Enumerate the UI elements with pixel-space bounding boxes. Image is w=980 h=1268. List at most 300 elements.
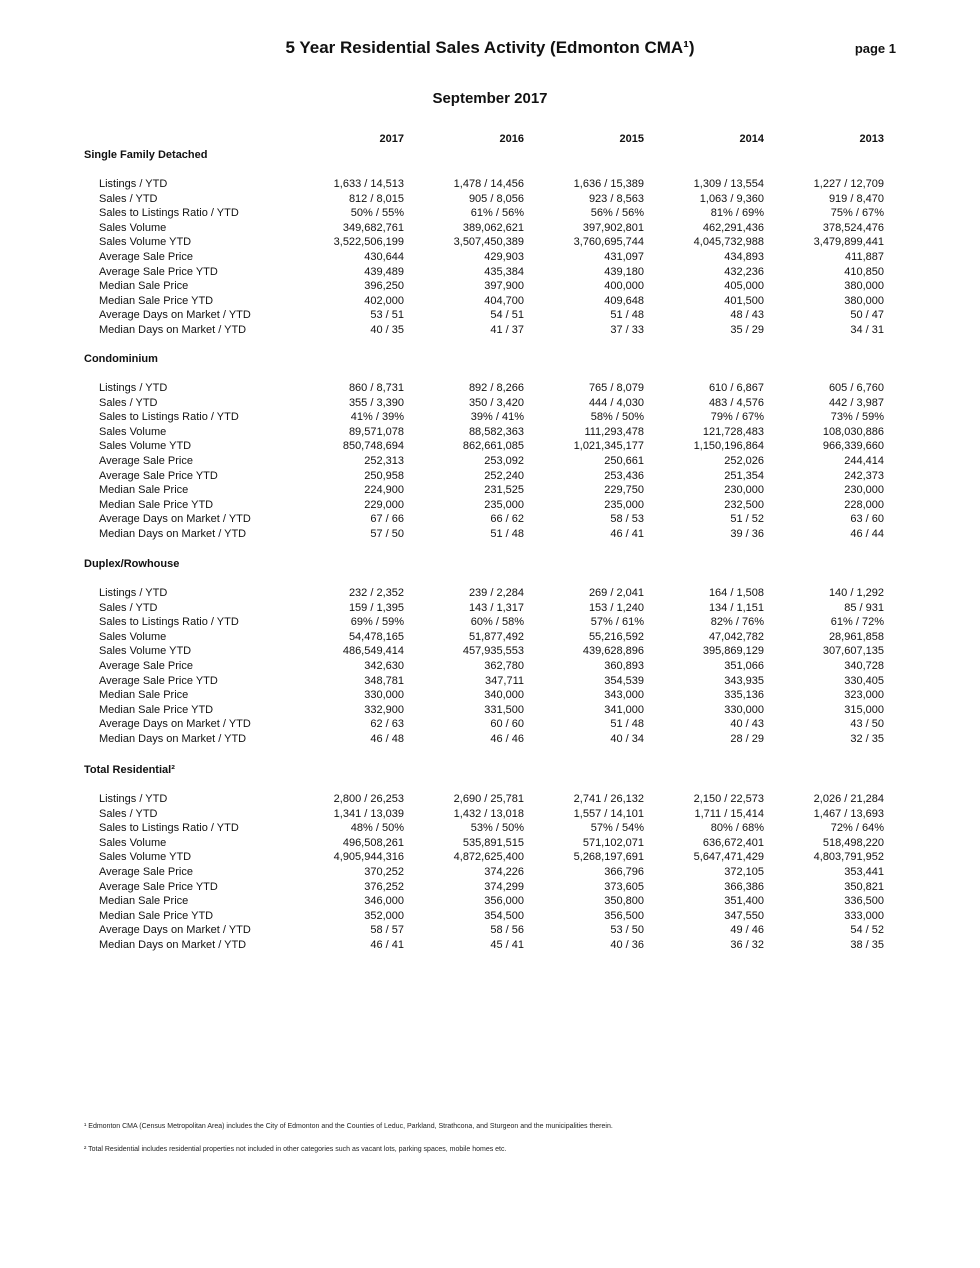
row-label: Sales Volume: [99, 425, 167, 438]
table-row: [84, 717, 884, 732]
row-label: Listings / YTD: [99, 382, 168, 394]
table-cell: 50 / 47: [850, 309, 884, 322]
table-cell: 356,500: [604, 909, 644, 922]
row-label: Median Sale Price YTD: [99, 909, 214, 922]
row-label: Median Sale Price: [99, 280, 189, 293]
table-cell: 1,341 / 13,039: [333, 807, 404, 820]
table-cell: 49 / 46: [730, 924, 764, 937]
table-cell: 380,000: [844, 294, 884, 307]
table-cell: 457,935,553: [462, 645, 524, 658]
row-label: Average Days on Market / YTD: [99, 309, 251, 322]
table-cell: 402,000: [364, 294, 404, 307]
table-cell: 923 / 8,563: [588, 192, 644, 205]
table-row: [84, 425, 884, 440]
table-row: [84, 703, 884, 718]
table-row: [84, 454, 884, 469]
table-cell: 396,250: [364, 280, 404, 293]
table-cell: 1,636 / 15,389: [573, 178, 644, 190]
table-cell: 75% / 67%: [830, 207, 884, 220]
table-cell: 41 / 37: [490, 323, 524, 336]
table-cell: 1,150,196,864: [693, 440, 764, 453]
table-cell: 389,062,621: [462, 221, 524, 234]
table-cell: 51 / 52: [730, 513, 764, 526]
table-cell: 966,339,660: [822, 440, 884, 453]
footnote-total-residential: ² Total Residential includes residential properties not included in other categories such as vacant lots, parking spaces, mobile homes etc.: [84, 1146, 507, 1153]
table-cell: 444 / 4,030: [588, 396, 644, 409]
table-cell: 61% / 56%: [470, 207, 524, 220]
row-label: Sales to Listings Ratio / YTD: [99, 207, 239, 220]
table-cell: 39% / 41%: [470, 411, 524, 424]
table-row: [84, 688, 884, 703]
table-cell: 343,000: [604, 689, 644, 702]
table-cell: 72% / 64%: [830, 822, 884, 835]
table-cell: 340,000: [484, 689, 524, 702]
table-cell: 1,711 / 15,414: [694, 807, 764, 820]
table-cell: 518,498,220: [822, 836, 884, 849]
table-cell: 410,850: [844, 265, 884, 278]
table-cell: 46 / 48: [370, 732, 404, 745]
table-row: [84, 938, 884, 953]
table-cell: 57 / 50: [370, 527, 404, 540]
table-cell: 108,030,886: [822, 425, 884, 438]
row-label: Average Sale Price YTD: [99, 265, 218, 278]
table-cell: 862,661,085: [462, 440, 524, 453]
table-cell: 351,066: [724, 659, 764, 672]
section-title: Condominium: [84, 353, 158, 365]
table-cell: 397,902,801: [582, 221, 644, 234]
row-label: Sales Volume: [99, 630, 167, 643]
table-cell: 373,605: [604, 880, 644, 893]
table-cell: 355 / 3,390: [348, 396, 404, 409]
row-label: Median Days on Market / YTD: [99, 527, 247, 540]
table-cell: 348,781: [364, 674, 404, 687]
table-cell: 2,800 / 26,253: [333, 793, 404, 805]
table-row: [84, 206, 884, 221]
table-cell: 336,500: [844, 895, 884, 908]
table-cell: 229,750: [604, 484, 644, 497]
year-header: 2017: [379, 133, 404, 145]
row-label: Median Sale Price YTD: [99, 294, 214, 307]
table-cell: 231,525: [484, 484, 524, 497]
row-label: Average Sale Price: [99, 865, 193, 878]
table-cell: 4,045,732,988: [693, 236, 764, 249]
table-cell: 1,309 / 13,554: [693, 178, 764, 190]
row-label: Median Sale Price: [99, 484, 189, 497]
year-header: 2013: [859, 133, 884, 145]
table-row: [84, 177, 884, 192]
row-label: Sales to Listings Ratio / YTD: [99, 616, 239, 629]
table-cell: 47,042,782: [708, 630, 764, 643]
table-cell: 66 / 62: [490, 513, 524, 526]
table-cell: 610 / 6,867: [708, 382, 764, 394]
section-0: [84, 148, 884, 338]
table-cell: 35 / 29: [730, 323, 764, 336]
table-cell: 404,700: [484, 294, 524, 307]
table-cell: 60 / 60: [490, 718, 524, 731]
row-label: Average Sale Price YTD: [99, 674, 218, 687]
row-label: Sales / YTD: [99, 807, 158, 820]
table-cell: 140 / 1,292: [828, 587, 884, 599]
table-cell: 80% / 68%: [710, 822, 764, 835]
footnote-cma: ¹ Edmonton CMA (Census Metropolitan Area) includes the City of Edmonton and the Counties of Leduc, Parkland, Strathcona, and Sturgeon and the municipalities therein.: [84, 1123, 613, 1130]
table-cell: 88,582,363: [468, 425, 524, 438]
table-cell: 442 / 3,987: [828, 396, 884, 409]
table-cell: 34 / 31: [850, 323, 884, 336]
table-cell: 58 / 57: [370, 924, 404, 937]
table-cell: 36 / 32: [730, 938, 764, 951]
table-cell: 54 / 51: [490, 309, 524, 322]
table-cell: 2,690 / 25,781: [453, 793, 524, 805]
table-cell: 323,000: [844, 689, 884, 702]
table-cell: 496,508,261: [342, 836, 404, 849]
table-cell: 62 / 63: [370, 718, 404, 731]
row-label: Median Days on Market / YTD: [99, 323, 247, 336]
table-cell: 4,803,791,952: [813, 851, 884, 864]
table-cell: 360,893: [604, 659, 644, 672]
row-label: Sales Volume YTD: [99, 440, 192, 453]
table-cell: 159 / 1,395: [348, 601, 404, 614]
table-cell: 571,102,071: [582, 836, 644, 849]
table-cell: 46 / 44: [850, 527, 884, 540]
table-cell: 224,900: [364, 484, 404, 497]
table-row: [84, 894, 884, 909]
table-cell: 378,524,476: [822, 221, 884, 234]
table-cell: 81% / 69%: [710, 207, 764, 220]
table-cell: 2,150 / 22,573: [693, 793, 764, 805]
table-cell: 51 / 48: [610, 309, 644, 322]
row-label: Sales / YTD: [99, 601, 158, 614]
table-row: [84, 807, 884, 822]
table-row: [84, 483, 884, 498]
table-cell: 5,268,197,691: [573, 851, 644, 864]
table-row: [84, 498, 884, 513]
table-cell: 330,000: [364, 689, 404, 702]
table-cell: 82% / 76%: [710, 616, 764, 629]
table-cell: 400,000: [604, 280, 644, 293]
table-cell: 28 / 29: [730, 732, 764, 745]
row-label: Average Days on Market / YTD: [99, 513, 251, 526]
table-cell: 40 / 36: [610, 938, 644, 951]
table-cell: 230,000: [724, 484, 764, 497]
table-cell: 56% / 56%: [590, 207, 644, 220]
table-cell: 46 / 41: [610, 527, 644, 540]
table-cell: 331,500: [484, 703, 524, 716]
row-label: Sales Volume: [99, 221, 167, 234]
table-cell: 250,958: [364, 469, 404, 482]
row-label: Median Days on Market / YTD: [99, 938, 247, 951]
row-label: Listings / YTD: [99, 587, 168, 599]
table-cell: 372,105: [724, 865, 764, 878]
table-cell: 350 / 3,420: [468, 396, 524, 409]
table-cell: 235,000: [604, 498, 644, 511]
table-cell: 366,386: [724, 880, 764, 893]
table-cell: 79% / 67%: [710, 411, 764, 424]
table-cell: 535,891,515: [462, 836, 524, 849]
table-cell: 905 / 8,056: [468, 192, 524, 205]
table-cell: 462,291,436: [702, 221, 764, 234]
table-cell: 860 / 8,731: [348, 382, 404, 394]
row-label: Median Sale Price YTD: [99, 498, 214, 511]
table-cell: 46 / 46: [490, 732, 524, 745]
row-label: Listings / YTD: [99, 178, 168, 190]
table-cell: 812 / 8,015: [348, 192, 404, 205]
table-cell: 39 / 36: [730, 527, 764, 540]
table-cell: 374,226: [484, 865, 524, 878]
row-label: Sales / YTD: [99, 192, 158, 205]
table-cell: 3,522,506,199: [333, 236, 404, 249]
table-cell: 51,877,492: [468, 630, 524, 643]
table-cell: 411,887: [845, 250, 884, 263]
table-row: [84, 512, 884, 527]
table-cell: 235,000: [484, 498, 524, 511]
section-2: [84, 557, 884, 747]
table-row: [84, 909, 884, 924]
table-cell: 335,136: [724, 689, 764, 702]
row-label: Sales to Listings Ratio / YTD: [99, 411, 239, 424]
table-cell: 352,000: [364, 909, 404, 922]
table-cell: 60% / 58%: [470, 616, 524, 629]
table-row: [84, 601, 884, 616]
table-cell: 43 / 50: [850, 718, 884, 731]
table-cell: 332,900: [364, 703, 404, 716]
table-cell: 430,644: [364, 250, 404, 263]
table-cell: 439,489: [364, 265, 404, 278]
table-cell: 919 / 8,470: [828, 192, 884, 205]
table-cell: 343,935: [724, 674, 764, 687]
table-cell: 38 / 35: [850, 938, 884, 951]
table-cell: 153 / 1,240: [588, 601, 644, 614]
table-cell: 229,000: [364, 498, 404, 511]
table-cell: 53 / 50: [610, 924, 644, 937]
table-cell: 636,672,401: [702, 836, 764, 849]
table-cell: 32 / 35: [850, 732, 884, 745]
table-cell: 143 / 1,317: [468, 601, 524, 614]
table-cell: 89,571,078: [348, 425, 404, 438]
row-label: Sales / YTD: [99, 396, 158, 409]
table-cell: 121,728,483: [702, 425, 764, 438]
year-header: 2015: [619, 133, 644, 145]
table-row: [84, 659, 884, 674]
table-cell: 765 / 8,079: [588, 382, 644, 394]
table-row: [84, 865, 884, 880]
table-cell: 1,021,345,177: [573, 440, 644, 453]
table-cell: 1,467 / 13,693: [813, 807, 884, 820]
table-cell: 242,373: [844, 469, 884, 482]
table-cell: 2,026 / 21,284: [813, 793, 884, 805]
table-cell: 57% / 61%: [590, 616, 644, 629]
table-cell: 1,432 / 13,018: [453, 807, 524, 820]
table-cell: 315,000: [844, 703, 884, 716]
table-cell: 409,648: [604, 294, 644, 307]
table-row: [84, 439, 884, 454]
table-cell: 1,063 / 9,360: [699, 192, 764, 205]
table-row: [84, 880, 884, 895]
table-cell: 57% / 54%: [590, 822, 644, 835]
table-cell: 351,400: [724, 895, 764, 908]
table-cell: 252,026: [724, 454, 764, 467]
report-period: September 2017: [432, 90, 548, 107]
table-cell: 2,741 / 26,132: [573, 793, 644, 805]
row-label: Sales to Listings Ratio / YTD: [99, 822, 239, 835]
table-cell: 346,000: [364, 895, 404, 908]
table-cell: 85 / 931: [844, 601, 884, 614]
table-cell: 55,216,592: [588, 630, 644, 643]
table-cell: 69% / 59%: [350, 616, 404, 629]
table-cell: 134 / 1,151: [708, 601, 764, 614]
row-label: Sales Volume YTD: [99, 236, 192, 249]
table-cell: 483 / 4,576: [708, 396, 764, 409]
table-cell: 51 / 48: [490, 527, 524, 540]
table-cell: 232,500: [724, 498, 764, 511]
table-cell: 350,821: [844, 880, 884, 893]
table-cell: 1,227 / 12,709: [813, 178, 884, 190]
year-header: 2016: [499, 133, 524, 145]
table-cell: 253,092: [484, 454, 524, 467]
table-cell: 41% / 39%: [350, 411, 404, 424]
row-label: Average Sale Price: [99, 250, 193, 263]
table-cell: 330,405: [844, 674, 884, 687]
table-cell: 61% / 72%: [830, 616, 884, 629]
section-title: Total Residential²: [84, 764, 175, 776]
table-cell: 353,441: [844, 865, 884, 878]
row-label: Average Sale Price: [99, 454, 193, 467]
table-cell: 53 / 51: [370, 309, 404, 322]
table-cell: 251,354: [724, 469, 764, 482]
table-cell: 307,607,135: [822, 645, 884, 658]
table-row: [84, 294, 884, 309]
table-cell: 401,500: [724, 294, 764, 307]
row-label: Median Sale Price: [99, 895, 189, 908]
table-cell: 232 / 2,352: [348, 587, 404, 599]
row-label: Sales Volume YTD: [99, 645, 192, 658]
table-row: [84, 250, 884, 265]
row-label: Average Sale Price YTD: [99, 469, 218, 482]
table-row: [84, 410, 884, 425]
table-cell: 356,000: [484, 895, 524, 908]
page-title: 5 Year Residential Sales Activity (Edmonton CMA¹): [285, 38, 695, 57]
table-cell: 605 / 6,760: [828, 382, 884, 394]
table-row: [84, 792, 884, 807]
table-row: [84, 192, 884, 207]
table-row: [84, 836, 884, 851]
row-label: Listings / YTD: [99, 793, 168, 805]
table-cell: 48 / 43: [730, 309, 764, 322]
table-cell: 37 / 33: [610, 323, 644, 336]
row-label: Median Days on Market / YTD: [99, 732, 247, 745]
table-cell: 395,869,129: [702, 645, 764, 658]
table-row: [84, 630, 884, 645]
table-cell: 54 / 52: [850, 924, 884, 937]
table-row: [84, 615, 884, 630]
table-cell: 350,800: [604, 895, 644, 908]
table-cell: 53% / 50%: [470, 822, 524, 835]
table-row: [84, 527, 884, 542]
table-row: [84, 586, 884, 601]
table-cell: 250,661: [604, 454, 644, 467]
table-cell: 269 / 2,041: [588, 587, 644, 599]
section-3: [84, 763, 884, 953]
table-row: [84, 381, 884, 396]
row-label: Median Sale Price: [99, 689, 189, 702]
table-row: [84, 323, 884, 338]
table-cell: 380,000: [844, 280, 884, 293]
section-title: Duplex/Rowhouse: [84, 558, 180, 570]
table-cell: 3,507,450,389: [453, 236, 524, 249]
table-cell: 1,557 / 14,101: [573, 807, 644, 820]
table-cell: 230,000: [844, 484, 884, 497]
table-row: [84, 265, 884, 280]
table-cell: 341,000: [604, 703, 644, 716]
table-row: [84, 644, 884, 659]
table-cell: 354,500: [484, 909, 524, 922]
table-cell: 73% / 59%: [830, 411, 884, 424]
table-cell: 28,961,858: [828, 630, 884, 643]
year-header: 2014: [739, 133, 764, 145]
row-label: Sales Volume: [99, 836, 167, 849]
table-cell: 45 / 41: [490, 938, 524, 951]
table-cell: 374,299: [484, 880, 524, 893]
table-cell: 111,293,478: [584, 425, 644, 438]
table-cell: 486,549,414: [342, 645, 404, 658]
row-label: Average Sale Price YTD: [99, 880, 218, 893]
table-cell: 342,630: [364, 659, 404, 672]
table-cell: 40 / 34: [610, 732, 644, 745]
table-cell: 48% / 50%: [350, 822, 404, 835]
section-1: [84, 352, 884, 542]
table-cell: 46 / 41: [370, 938, 404, 951]
table-cell: 439,180: [604, 265, 644, 278]
table-cell: 1,633 / 14,513: [333, 178, 404, 190]
table-cell: 54,478,165: [348, 630, 404, 643]
table-cell: 5,647,471,429: [693, 851, 764, 864]
table-cell: 330,000: [724, 703, 764, 716]
table-cell: 333,000: [844, 909, 884, 922]
table-cell: 50% / 55%: [350, 207, 404, 220]
table-row: [84, 850, 884, 865]
table-cell: 362,780: [484, 659, 524, 672]
table-cell: 252,240: [484, 469, 524, 482]
table-cell: 58% / 50%: [590, 411, 644, 424]
table-cell: 4,872,625,400: [453, 851, 524, 864]
table-cell: 1,478 / 14,456: [453, 178, 524, 190]
table-cell: 429,903: [484, 250, 524, 263]
table-cell: 51 / 48: [610, 718, 644, 731]
table-cell: 347,550: [724, 909, 764, 922]
table-cell: 434,893: [724, 250, 764, 263]
table-row: [84, 674, 884, 689]
table-cell: 439,628,896: [582, 645, 644, 658]
table-row: [84, 923, 884, 938]
table-row: [84, 279, 884, 294]
table-cell: 3,479,899,441: [813, 236, 884, 249]
table-cell: 397,900: [484, 280, 524, 293]
table-cell: 376,252: [364, 880, 404, 893]
table-row: [84, 821, 884, 836]
table-cell: 67 / 66: [370, 513, 404, 526]
table-cell: 850,748,694: [342, 440, 404, 453]
table-cell: 366,796: [604, 865, 644, 878]
table-cell: 244,414: [844, 454, 884, 467]
table-cell: 63 / 60: [850, 513, 884, 526]
table-cell: 405,000: [724, 280, 764, 293]
table-cell: 164 / 1,508: [708, 587, 764, 599]
table-cell: 431,097: [604, 250, 644, 263]
row-label: Sales Volume YTD: [99, 851, 192, 864]
table-row: [84, 396, 884, 411]
section-title: Single Family Detached: [84, 149, 208, 161]
table-cell: 892 / 8,266: [468, 382, 524, 394]
row-label: Average Days on Market / YTD: [99, 718, 251, 731]
